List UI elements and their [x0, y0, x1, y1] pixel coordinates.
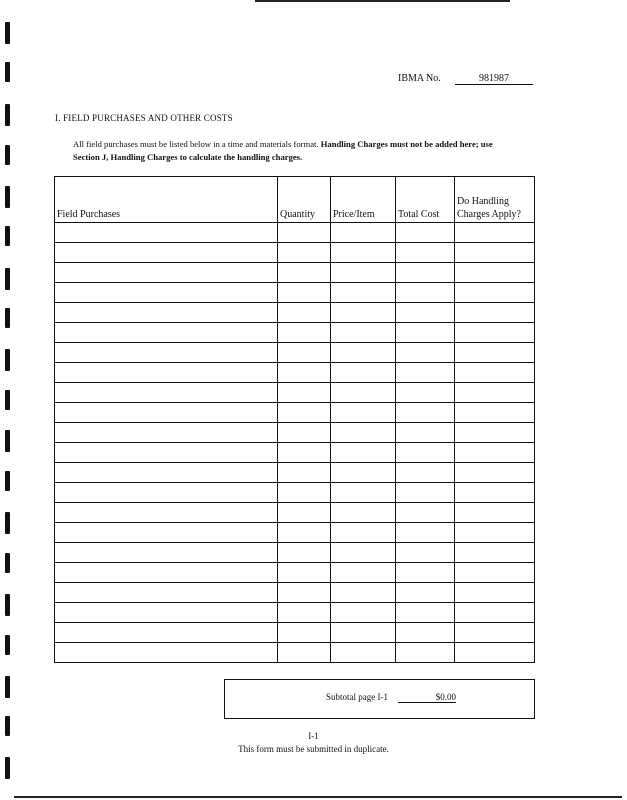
cell-total-cost[interactable] — [396, 323, 455, 343]
cell-quantity[interactable] — [278, 443, 331, 463]
cell-quantity[interactable] — [278, 583, 331, 603]
table-row — [55, 443, 535, 463]
binder-hole — [5, 104, 10, 126]
table-row — [55, 323, 535, 343]
binder-hole — [5, 635, 10, 655]
cell-price-item[interactable] — [331, 543, 396, 563]
cell-field-purchase[interactable] — [55, 223, 278, 243]
cell-price-item[interactable] — [331, 263, 396, 283]
binder-hole — [5, 757, 10, 779]
binder-holes — [3, 0, 15, 800]
cell-quantity[interactable] — [278, 623, 331, 643]
cell-quantity[interactable] — [278, 403, 331, 423]
cell-price-item[interactable] — [331, 283, 396, 303]
binder-hole — [5, 268, 10, 290]
subtotal-label: Subtotal page I-1 — [326, 692, 388, 702]
cell-handling-charges[interactable] — [455, 283, 535, 303]
cell-handling-charges[interactable] — [455, 243, 535, 263]
cell-handling-charges[interactable] — [455, 323, 535, 343]
ibma-label: IBMA No. — [398, 73, 441, 84]
cell-field-purchase[interactable] — [55, 423, 278, 443]
table-row — [55, 583, 535, 603]
cell-total-cost[interactable] — [396, 243, 455, 263]
cell-field-purchase[interactable] — [55, 303, 278, 323]
cell-total-cost[interactable] — [396, 503, 455, 523]
binder-hole — [5, 22, 10, 44]
cell-handling-charges[interactable] — [455, 423, 535, 443]
cell-handling-charges[interactable] — [455, 503, 535, 523]
table-header-row — [55, 177, 535, 223]
cell-handling-charges[interactable] — [455, 363, 535, 383]
cell-quantity[interactable] — [278, 423, 331, 443]
cell-quantity[interactable] — [278, 363, 331, 383]
cell-total-cost[interactable] — [396, 223, 455, 243]
cell-price-item[interactable] — [331, 323, 396, 343]
cell-total-cost[interactable] — [396, 343, 455, 363]
section-title: I. FIELD PURCHASES AND OTHER COSTS — [55, 113, 233, 123]
cell-quantity[interactable] — [278, 603, 331, 623]
cell-quantity[interactable] — [278, 323, 331, 343]
cell-field-purchase[interactable] — [55, 403, 278, 423]
subtotal-value[interactable]: $0.00 — [398, 692, 456, 703]
cell-total-cost[interactable] — [396, 483, 455, 503]
cell-field-purchase[interactable] — [55, 543, 278, 563]
cell-quantity[interactable] — [278, 343, 331, 363]
cell-price-item[interactable] — [331, 623, 396, 643]
cell-field-purchase[interactable] — [55, 483, 278, 503]
binder-hole — [5, 676, 10, 698]
cell-total-cost[interactable] — [396, 383, 455, 403]
cell-total-cost[interactable] — [396, 303, 455, 323]
column-header-field-purchases: Field Purchases — [55, 177, 278, 223]
table-row — [55, 343, 535, 363]
cell-price-item[interactable] — [331, 363, 396, 383]
cell-price-item[interactable] — [331, 563, 396, 583]
cell-handling-charges[interactable] — [455, 303, 535, 323]
cell-field-purchase[interactable] — [55, 363, 278, 383]
bottom-edge-line — [14, 796, 622, 798]
cell-quantity[interactable] — [278, 543, 331, 563]
table-row — [55, 543, 535, 563]
binder-hole — [5, 308, 10, 328]
cell-handling-charges[interactable] — [455, 543, 535, 563]
duplicate-note: This form must be submitted in duplicate. — [238, 744, 389, 754]
cell-quantity[interactable] — [278, 503, 331, 523]
cell-handling-charges[interactable] — [455, 263, 535, 283]
cell-handling-charges[interactable] — [455, 463, 535, 483]
table-row — [55, 303, 535, 323]
cell-total-cost[interactable] — [396, 643, 455, 663]
cell-handling-charges[interactable] — [455, 583, 535, 603]
table-row — [55, 263, 535, 283]
cell-field-purchase[interactable] — [55, 283, 278, 303]
cell-total-cost[interactable] — [396, 543, 455, 563]
cell-field-purchase[interactable] — [55, 623, 278, 643]
table-row — [55, 223, 535, 243]
cell-field-purchase[interactable] — [55, 523, 278, 543]
cell-quantity[interactable] — [278, 563, 331, 583]
cell-price-item[interactable] — [331, 483, 396, 503]
page-number: I-1 — [308, 731, 319, 741]
table-row — [55, 523, 535, 543]
cell-price-item[interactable] — [331, 243, 396, 263]
cell-price-item[interactable] — [331, 383, 396, 403]
table-row — [55, 603, 535, 623]
cell-quantity[interactable] — [278, 223, 331, 243]
cell-quantity[interactable] — [278, 463, 331, 483]
cell-price-item[interactable] — [331, 643, 396, 663]
binder-hole — [5, 349, 10, 371]
cell-total-cost[interactable] — [396, 603, 455, 623]
table-row — [55, 403, 535, 423]
binder-hole — [5, 62, 10, 82]
binder-hole — [5, 226, 10, 246]
cell-total-cost[interactable] — [396, 263, 455, 283]
ibma-number-field[interactable]: 981987 — [455, 73, 533, 85]
binder-hole — [5, 594, 10, 616]
cell-field-purchase[interactable] — [55, 383, 278, 403]
cell-handling-charges[interactable] — [455, 223, 535, 243]
cell-price-item[interactable] — [331, 423, 396, 443]
cell-total-cost[interactable] — [396, 463, 455, 483]
column-header-total-cost: Total Cost — [396, 177, 455, 223]
cell-field-purchase[interactable] — [55, 503, 278, 523]
cell-field-purchase[interactable] — [55, 263, 278, 283]
cell-price-item[interactable] — [331, 603, 396, 623]
instructions-text: All field purchases must be listed below in a time and materials format. — [73, 139, 321, 149]
cell-handling-charges[interactable] — [455, 443, 535, 463]
table-body — [55, 223, 535, 663]
cell-price-item[interactable] — [331, 303, 396, 323]
cell-field-purchase[interactable] — [55, 463, 278, 483]
cell-total-cost[interactable] — [396, 363, 455, 383]
field-purchases-table — [54, 176, 535, 663]
cell-handling-charges[interactable] — [455, 523, 535, 543]
cell-field-purchase[interactable] — [55, 343, 278, 363]
cell-total-cost[interactable] — [396, 443, 455, 463]
cell-field-purchase[interactable] — [55, 443, 278, 463]
cell-field-purchase[interactable] — [55, 643, 278, 663]
cell-total-cost[interactable] — [396, 423, 455, 443]
cell-handling-charges[interactable] — [455, 563, 535, 583]
cell-quantity[interactable] — [278, 383, 331, 403]
table-row — [55, 243, 535, 263]
binder-hole — [5, 553, 10, 573]
table-row — [55, 283, 535, 303]
cell-total-cost[interactable] — [396, 623, 455, 643]
table-row — [55, 383, 535, 403]
cell-field-purchase[interactable] — [55, 583, 278, 603]
cell-price-item[interactable] — [331, 223, 396, 243]
cell-handling-charges[interactable] — [455, 343, 535, 363]
cell-field-purchase[interactable] — [55, 243, 278, 263]
cell-price-item[interactable] — [331, 463, 396, 483]
cell-quantity[interactable] — [278, 523, 331, 543]
binder-hole — [5, 390, 10, 410]
cell-total-cost[interactable] — [396, 403, 455, 423]
cell-total-cost[interactable] — [396, 583, 455, 603]
cell-price-item[interactable] — [331, 583, 396, 603]
cell-field-purchase[interactable] — [55, 323, 278, 343]
binder-hole — [5, 471, 10, 491]
table-row — [55, 643, 535, 663]
table-row — [55, 423, 535, 443]
cell-field-purchase[interactable] — [55, 603, 278, 623]
section-instructions — [73, 138, 513, 164]
instructions-bold-text: Handling Charges must not be added here; use Section J, Handling Charges to calculate the handling charges. — [73, 139, 493, 162]
cell-total-cost[interactable] — [396, 523, 455, 543]
cell-handling-charges[interactable] — [455, 623, 535, 643]
table-row — [55, 503, 535, 523]
cell-handling-charges[interactable] — [455, 643, 535, 663]
table-row — [55, 463, 535, 483]
binder-hole — [5, 512, 10, 534]
cell-quantity[interactable] — [278, 263, 331, 283]
table-row — [55, 363, 535, 383]
cell-handling-charges[interactable] — [455, 603, 535, 623]
cell-field-purchase[interactable] — [55, 563, 278, 583]
cell-total-cost[interactable] — [396, 563, 455, 583]
cell-handling-charges[interactable] — [455, 403, 535, 423]
cell-price-item[interactable] — [331, 403, 396, 423]
cell-quantity[interactable] — [278, 643, 331, 663]
cell-handling-charges[interactable] — [455, 383, 535, 403]
binder-hole — [5, 186, 10, 208]
cell-quantity[interactable] — [278, 483, 331, 503]
column-header-handling-charges: Do Handling Charges Apply? — [455, 177, 535, 223]
cell-price-item[interactable] — [331, 503, 396, 523]
column-header-quantity: Quantity — [278, 177, 331, 223]
cell-handling-charges[interactable] — [455, 483, 535, 503]
column-header-price-item: Price/Item — [331, 177, 396, 223]
cell-quantity[interactable] — [278, 283, 331, 303]
binder-hole — [5, 430, 10, 452]
cell-quantity[interactable] — [278, 303, 331, 323]
cell-quantity[interactable] — [278, 243, 331, 263]
top-edge-line — [255, 0, 510, 2]
cell-price-item[interactable] — [331, 443, 396, 463]
table-row — [55, 483, 535, 503]
binder-hole — [5, 145, 10, 165]
cell-price-item[interactable] — [331, 343, 396, 363]
cell-price-item[interactable] — [331, 523, 396, 543]
table-row — [55, 623, 535, 643]
table-row — [55, 563, 535, 583]
cell-total-cost[interactable] — [396, 283, 455, 303]
